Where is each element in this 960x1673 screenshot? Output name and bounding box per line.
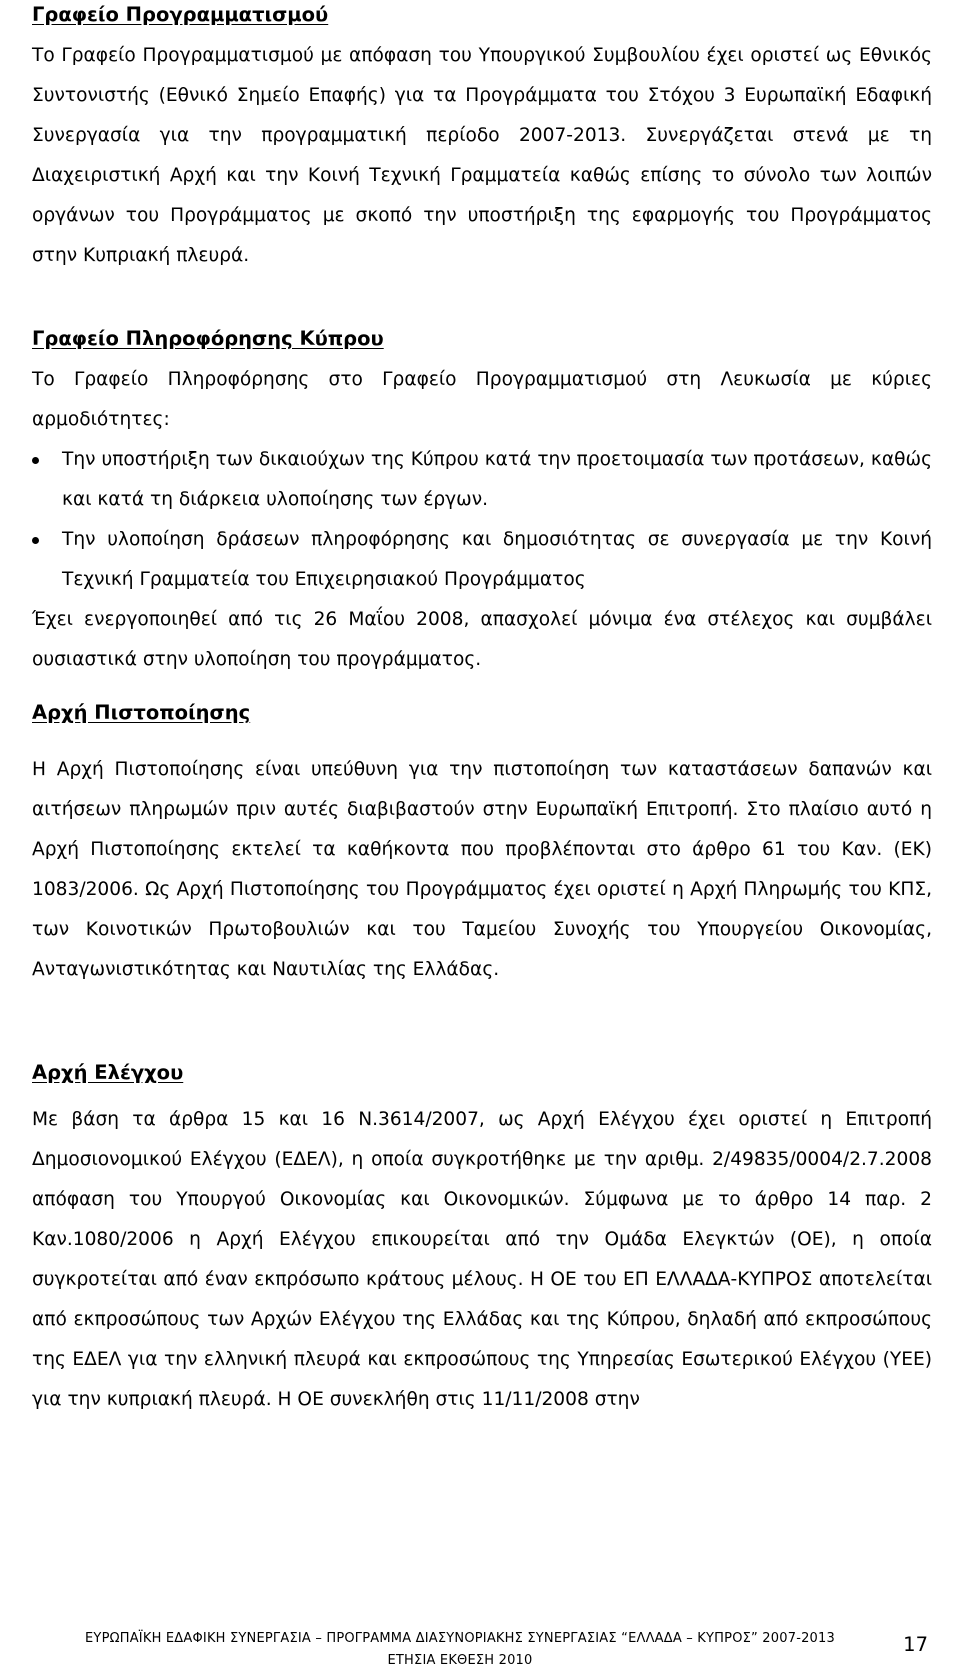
section-audit-authority [32,1058,932,1420]
bullet-icon [32,457,39,464]
footer-report-title: ΕΤΗΣΙΑ ΕΚΘΕΣΗ 2010 [387,1653,533,1668]
certifying-authority-paragraph: Η Αρχή Πιστοποίησης είναι υπεύθυνη για την πιστοποίηση των καταστάσεων δαπανών και αιτήσεων πληρωμών πριν αυτές διαβιβαστούν στην Ευρωπαϊκή Επιτροπή. Στο πλαίσιο αυτό η Αρχή Πιστοποίησης εκτελεί τα καθήκοντα που προβλέπονται στο άρθρο 61 του Καν. (ΕΚ) 1083/2006. Ως Αρχή Πιστοποίησης του Προγράμματος έχει οριστεί η Αρχή Πληρωμής του ΚΠΣ, των Κοινοτικών Πρωτοβουλιών και του Ταμείου Συνοχής του Υπουργείου Οικονομίας, Ανταγωνιστικότητας και Ναυτιλίας της Ελλάδας. [32,759,932,980]
planning-office-paragraph: Το Γραφείο Προγραμματισμού με απόφαση του Υπουργικού Συμβουλίου έχει οριστεί ως Εθνικός Συντονιστής (Εθνικό Σημείο Επαφής) για τα Προγράμματα του Στόχου 3 Ευρωπαϊκή Εδαφική Συνεργασία για την προγραμματική περίοδο 2007-2013. Συνεργάζεται στενά με τη Διαχειριστική Αρχή και την Κοινή Τεχνική Γραμματεία καθώς επίσης το σύνολο των λοιπών οργάνων του Προγράμματος με σκοπό την υποστήριξη της εφαρμογής του Προγράμματος στην Κυπριακή πλευρά. [32,45,932,266]
section-information-office [32,324,932,680]
information-office-closing: Έχει ενεργοποιηθεί από τις 26 Μαΐου 2008, απασχολεί μόνιμα ένα στέλεχος και συμβάλει ουσιαστικά στην υλοποίηση του προγράμματος. [32,609,932,670]
information-office-intro: Το Γραφείο Πληροφόρησης στο Γραφείο Προγραμματισμού στη Λευκωσία με κύριες αρμοδιότητες: [32,369,932,430]
page-number: 17 [903,1633,928,1656]
list-item-text: Την υποστήριξη των δικαιούχων της Κύπρου κατά την προετοιμασία των προτάσεων, καθώς και κατά τη διάρκεια υλοποίησης των έργων. [62,449,932,510]
section-heading-certifying-authority: Αρχή Πιστοποίησης [32,701,251,724]
section-planning-office [32,0,932,276]
document-body [32,0,932,1420]
list-item [32,520,932,600]
responsibilities-list [32,440,932,600]
bullet-icon [32,537,39,544]
footer-program-title: ΕΥΡΩΠΑΪΚΗ ΕΔΑΦΙΚΗ ΣΥΝΕΡΓΑΣΙΑ – ΠΡΟΓΡΑΜΜΑ ΔΙΑΣΥΝΟΡΙΑΚΗΣ ΣΥΝΕΡΓΑΣΙΑΣ “ΕΛΛΑΔΑ – ΚΥΠΡΟΣ” 2007-2013 [85,1631,835,1646]
section-heading-audit-authority: Αρχή Ελέγχου [32,1061,184,1084]
page-footer [0,1620,960,1673]
list-item [32,440,932,520]
list-item-text: Την υλοποίηση δράσεων πληροφόρησης και δημοσιότητας σε συνεργασία με την Κοινή Τεχνική Γραμματεία του Επιχειρησιακού Προγράμματος [62,529,932,590]
section-heading-planning-office: Γραφείο Προγραμματισμού [32,3,329,26]
section-heading-information-office: Γραφείο Πληροφόρησης Κύπρου [32,327,384,350]
section-certifying-authority [32,698,932,990]
audit-authority-paragraph: Με βάση τα άρθρα 15 και 16 Ν.3614/2007, ως Αρχή Ελέγχου έχει οριστεί η Επιτροπή Δημοσιονομικού Ελέγχου (ΕΔΕΛ), η οποία συγκροτήθηκε με την αριθμ. 2/49835/0004/2.7.2008 απόφαση του Υπουργού Οικονομίας και Οικονομικών. Σύμφωνα με το άρθρο 14 παρ. 2 Καν.1080/2006 η Αρχή Ελέγχου επικουρείται από την Ομάδα Ελεγκτών (ΟΕ), η οποία συγκροτείται από έναν εκπρόσωπο κράτους μέλους. Η ΟΕ του ΕΠ ΕΛΛΑΔΑ-ΚΥΠΡΟΣ αποτελείται από εκπροσώπους των Αρχών Ελέγχου της Ελλάδας και της Κύπρου, δηλαδή από εκπροσώπους της ΕΔΕΛ για την ελληνική πλευρά και εκπροσώπους της Υπηρεσίας Εσωτερικού Ελέγχου (ΥΕΕ) για την κυπριακή πλευρά. Η ΟΕ συνεκλήθη στις 11/11/2008 στην [32,1109,932,1410]
